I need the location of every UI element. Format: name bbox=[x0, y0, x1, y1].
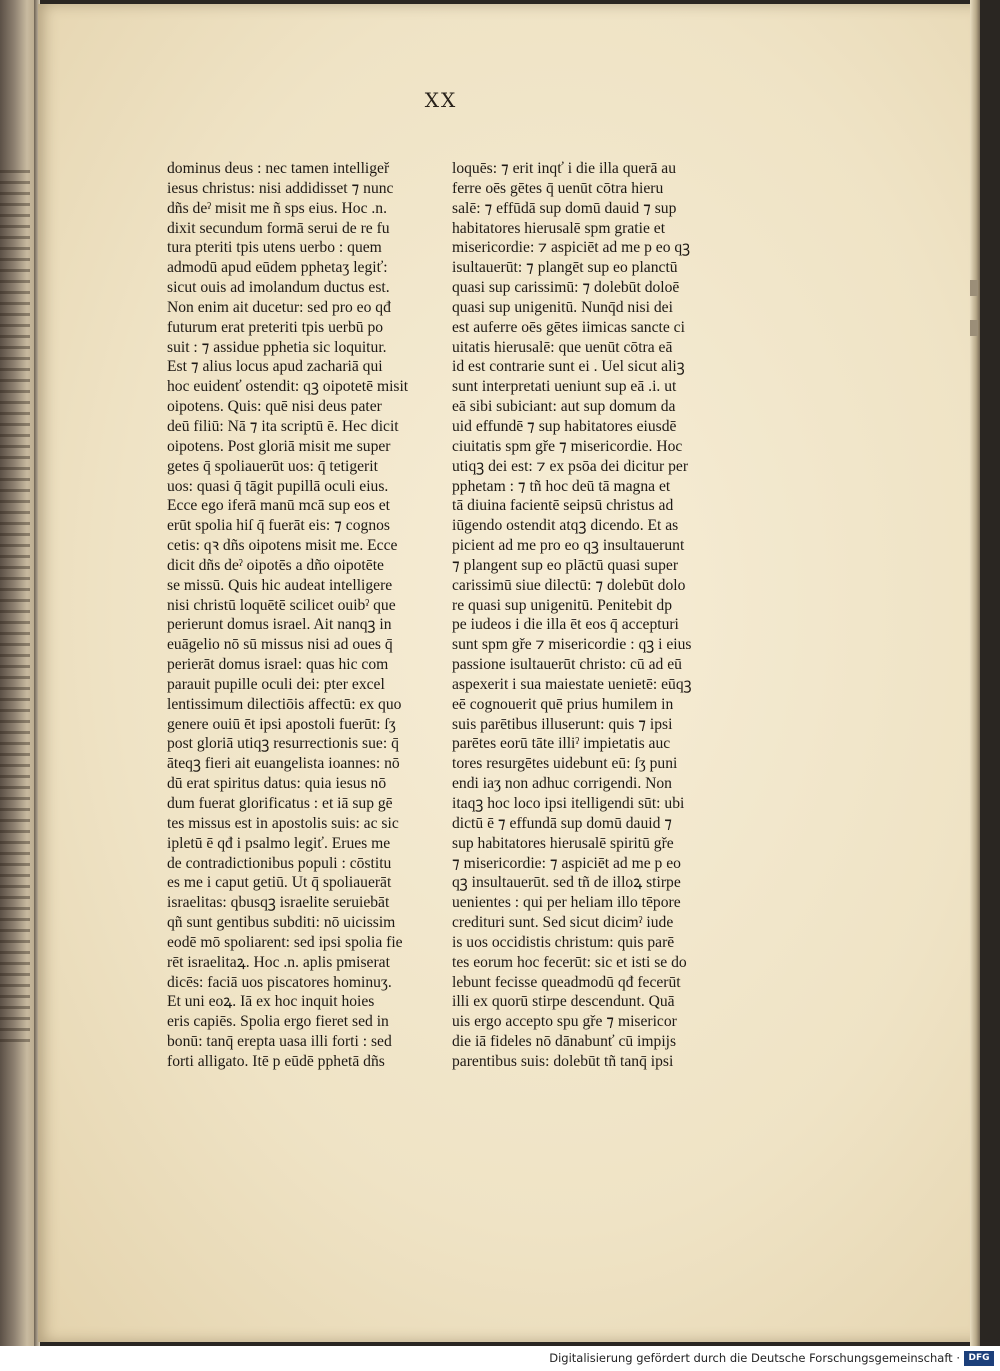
text-line: ferre oēs gētes q̄ uenūt cōtra hieru bbox=[452, 179, 664, 197]
text-line: isultauerūt: ⁊ plangēt sup eo planctū bbox=[452, 259, 678, 277]
text-line: uitatis hierusalē: que uenūt cōtra eā bbox=[452, 338, 673, 356]
text-line: rēt israelitaꝝ. Hoc .n. aplis pmiserat bbox=[167, 953, 390, 971]
text-line: de contradictionibus populi : cōstitu bbox=[167, 854, 392, 872]
text-line: dñs deˀ misit me ñ sps eius. Hoc .n. bbox=[167, 199, 388, 217]
text-line: tes missus est in apostolis suis: ac sic bbox=[167, 814, 399, 832]
text-column-right bbox=[452, 159, 697, 1072]
adjacent-page-text bbox=[0, 170, 30, 1050]
text-line: eodē mō spoliarent: sed ipsi spolia fie bbox=[167, 933, 403, 951]
text-line: qñ sunt gentibus subditi: nō uicissim bbox=[167, 914, 396, 932]
text-line: perierunt domus israel. Ait nanqꝫ in bbox=[167, 616, 392, 634]
text-line: post gloriā utiqꝫ resurrectionis sue: q̄ bbox=[167, 735, 399, 753]
text-line: passione isultauerūt christo: cū ad eū bbox=[452, 656, 682, 674]
text-line: ipletū ē qđ i psalmo legiť. Erues me bbox=[167, 834, 391, 852]
text-line: uis ergo accepto spu gře ⁊ misericor bbox=[452, 1013, 677, 1031]
page-leaf bbox=[38, 4, 978, 1342]
text-line: uid effundē ⁊ sup habitatores eiusdē bbox=[452, 417, 677, 435]
text-line: is uos occidistis christum: quis parē bbox=[452, 933, 675, 951]
text-line: id est contrarie sunt ei . Uel sicut aliꝫ bbox=[452, 358, 685, 376]
text-line: admodū apud eūdem pphetaʒ legiť: bbox=[167, 259, 388, 277]
text-line: sunt spm gře ⁊ misericordie : qꝫ i eius bbox=[452, 636, 692, 654]
text-line: uenientes : qui per heliam illo tēpore bbox=[452, 894, 681, 912]
text-line: getes q̄ spoliauerūt uos: q̄ tetigerit bbox=[167, 457, 378, 475]
text-line: iesus christus: nisi addidisset ⁊ nunc bbox=[167, 179, 394, 197]
text-line: dominus deus : nec tamen intelligeř bbox=[167, 160, 390, 177]
text-line: habitatores hierusalē spm gratie et bbox=[452, 219, 666, 237]
text-line: nisi christū loquētē scilicet ouibˀ que bbox=[167, 596, 396, 614]
text-line: Ecce ego iferā manū mcā sup eos et bbox=[167, 497, 390, 515]
text-line: bonū: tanq̄ erepta uasa illi forti : sed bbox=[167, 1033, 392, 1051]
text-line: sup habitatores hierusalē spiritū gře bbox=[452, 834, 674, 852]
text-line: picient ad me pro eo qꝫ insultauerunt bbox=[452, 537, 685, 555]
text-line: endi iaʒ non adhuc corrigendi. Non bbox=[452, 775, 672, 793]
text-line: parētes eorū tāte illiˀ impietatis auc bbox=[452, 735, 671, 753]
adjacent-page-edge bbox=[0, 0, 36, 1346]
text-line: genere ouiū ēt ipsi apostoli fuerūt: ſʒ bbox=[167, 715, 396, 733]
text-line: quasi sup unigenitū. Nunq̄d nisi dei bbox=[452, 298, 673, 316]
text-line: quasi sup carissimū: ⁊ dolebūt doloē bbox=[452, 279, 680, 297]
text-column-left bbox=[167, 159, 412, 1072]
text-line: qꝫ insultauerūt. sed tñ de illoꝝ stirpe bbox=[452, 874, 681, 892]
text-line: Et uni eoꝝ. Iā ex hoc inquit hoies bbox=[167, 993, 375, 1011]
page-tab-marker bbox=[970, 280, 978, 296]
text-line: sicut ouis ad imolandum ductus est. bbox=[167, 279, 390, 297]
text-line: tores resurgētes uidebunt eū: ſʒ puni bbox=[452, 755, 678, 773]
text-line: oipotens. Quis: quē nisi deus pater bbox=[167, 398, 382, 416]
text-line: illi ex quorū stirpe descendunt. Quā bbox=[452, 993, 675, 1011]
text-line: re quasi sup unigenitū. Penitebit dp bbox=[452, 596, 673, 614]
text-line: dū erat spiritus datus: quia iesus nō bbox=[167, 775, 387, 793]
text-line: parauit pupille oculi dei: pter excel bbox=[167, 675, 385, 693]
text-line: eris capiēs. Spolia ergo fieret sed in bbox=[167, 1013, 389, 1031]
text-line: Est ⁊ alius locus apud zachariā qui bbox=[167, 358, 383, 376]
text-line: pphetam : ⁊ tñ hoc deū tā magna et bbox=[452, 477, 671, 495]
text-line: dum fuerat glorificatus : et iā sup gē bbox=[167, 795, 393, 812]
text-line: hoc euidenť ostendit: qꝫ oipotetē misit bbox=[167, 378, 409, 396]
text-line: dictū ē ⁊ effundā sup domū dauid ⁊ bbox=[452, 814, 673, 832]
text-line: oipotens. Post gloriā misit me super bbox=[167, 437, 391, 455]
text-line: tā diuina facientē seipsū christus ad bbox=[452, 497, 674, 515]
text-line: tes eorum hoc fecerūt: sic et isti se do bbox=[452, 953, 687, 971]
text-line: perierāt domus israel: quas hic com bbox=[167, 656, 389, 674]
text-line: lebunt fecisse queadmodū qđ fecerūt bbox=[452, 973, 681, 991]
text-line: aspexerit i sua maiestate uenietē: eūqꝫ bbox=[452, 675, 692, 693]
text-line: Non enim ait ducetur: sed pro eo qđ bbox=[167, 298, 391, 316]
text-line: eā sibi subiciant: aut sup domum da bbox=[452, 398, 676, 416]
text-line: suit : ⁊ assidue pphetia sic loquitur. bbox=[167, 338, 387, 356]
text-line: carissimū siue dilectū: ⁊ dolebūt dolo bbox=[452, 576, 686, 594]
text-line: āteqꝫ fieri ait euangelista ioannes: nō bbox=[167, 755, 400, 773]
text-line: dicēs: faciā uos piscatores hominuʒ. bbox=[167, 973, 392, 991]
text-line: erūt spolia hiſ q̄ fuerāt eis: ⁊ cognos bbox=[167, 517, 390, 535]
text-line: israelitas: qbusqꝫ israelite seruiebāt bbox=[167, 894, 390, 912]
text-line: eē cognouerit quē prius humilem in bbox=[452, 695, 674, 713]
text-line: ciuitatis spm gře ⁊ misericordie. Hoc bbox=[452, 437, 683, 455]
text-line: dixit secundum formā serui de re fu bbox=[167, 219, 390, 237]
text-line: est auferre oēs gētes iimicas sancte ci bbox=[452, 318, 685, 336]
text-line: die iā fideles nō dānabunť cū impijs bbox=[452, 1033, 677, 1051]
text-line: lentissimum dilectiōis affectū: ex quo bbox=[167, 695, 402, 713]
text-line: forti alligato. Itē p eūdē pphetā dñs bbox=[167, 1052, 385, 1070]
text-line: es me i caput getiū. Ut q̄ spoliauerāt bbox=[167, 874, 392, 892]
text-line: cetis: qꝛ dñs oipotens misit me. Ecce bbox=[167, 537, 398, 555]
text-line: sunt interpretati ueniunt sup eā .i. ut bbox=[452, 378, 677, 396]
text-line: loquēs: ⁊ erit inqť i die illa querā au bbox=[452, 160, 677, 177]
text-line: ⁊ plangent sup eo plāctū quasi super bbox=[452, 556, 679, 574]
page-fore-edge bbox=[970, 0, 980, 1346]
text-line: misericordie: ⁊ aspiciēt ad me p eo qꝫ bbox=[452, 239, 691, 257]
text-line: parentibus suis: dolebūt tñ tanq̄ ipsi bbox=[452, 1052, 674, 1070]
text-line: futurum erat preteriti tpis uerbū po bbox=[167, 318, 384, 336]
text-line: se missū. Quis hic audeat intelligere bbox=[167, 576, 393, 594]
text-line: suis parētibus illuserunt: quis ⁊ ipsi bbox=[452, 715, 673, 733]
digitization-credit-bar bbox=[0, 1346, 1000, 1371]
folio-number: XX bbox=[424, 88, 458, 112]
text-line: salē: ⁊ effūdā sup domū dauid ⁊ sup bbox=[452, 199, 677, 217]
text-line: iūgendo ostendit atqꝫ dicendo. Et as bbox=[452, 517, 679, 535]
text-line: dicit dñs deˀ oipotēs a dño oipotēte bbox=[167, 556, 384, 574]
text-line: euāgelio nō sū missus nisi ad oues q̄ bbox=[167, 636, 393, 654]
text-line: ⁊ misericordie: ⁊ aspiciēt ad me p eo bbox=[452, 854, 681, 872]
text-line: uos: quasi q̄ tāgit pupillā oculi eius. bbox=[167, 477, 389, 495]
text-line: deū filiū: Nā ⁊ ita scriptū ē. Hec dicit bbox=[167, 417, 399, 435]
text-line: tura pteriti tpis utens uerbo : quem bbox=[167, 239, 382, 257]
text-line: pe iudeos i die illa ēt eos q̄ accepturi bbox=[452, 616, 679, 634]
text-line: itaqꝫ hoc loco ipsi itelligendi sūt: ubi bbox=[452, 795, 685, 812]
page-tab-marker bbox=[970, 320, 978, 336]
text-line: utiqꝫ dei est: ⁊ ex psōa dei dicitur per bbox=[452, 457, 689, 475]
text-line: credituri sunt. Sed sicut dicimˀ iude bbox=[452, 914, 674, 932]
credit-text: Digitalisierung gefördert durch die Deutsche Forschungsgemeinschaft · bbox=[549, 1351, 960, 1365]
dfg-logo: DFG bbox=[964, 1351, 994, 1366]
